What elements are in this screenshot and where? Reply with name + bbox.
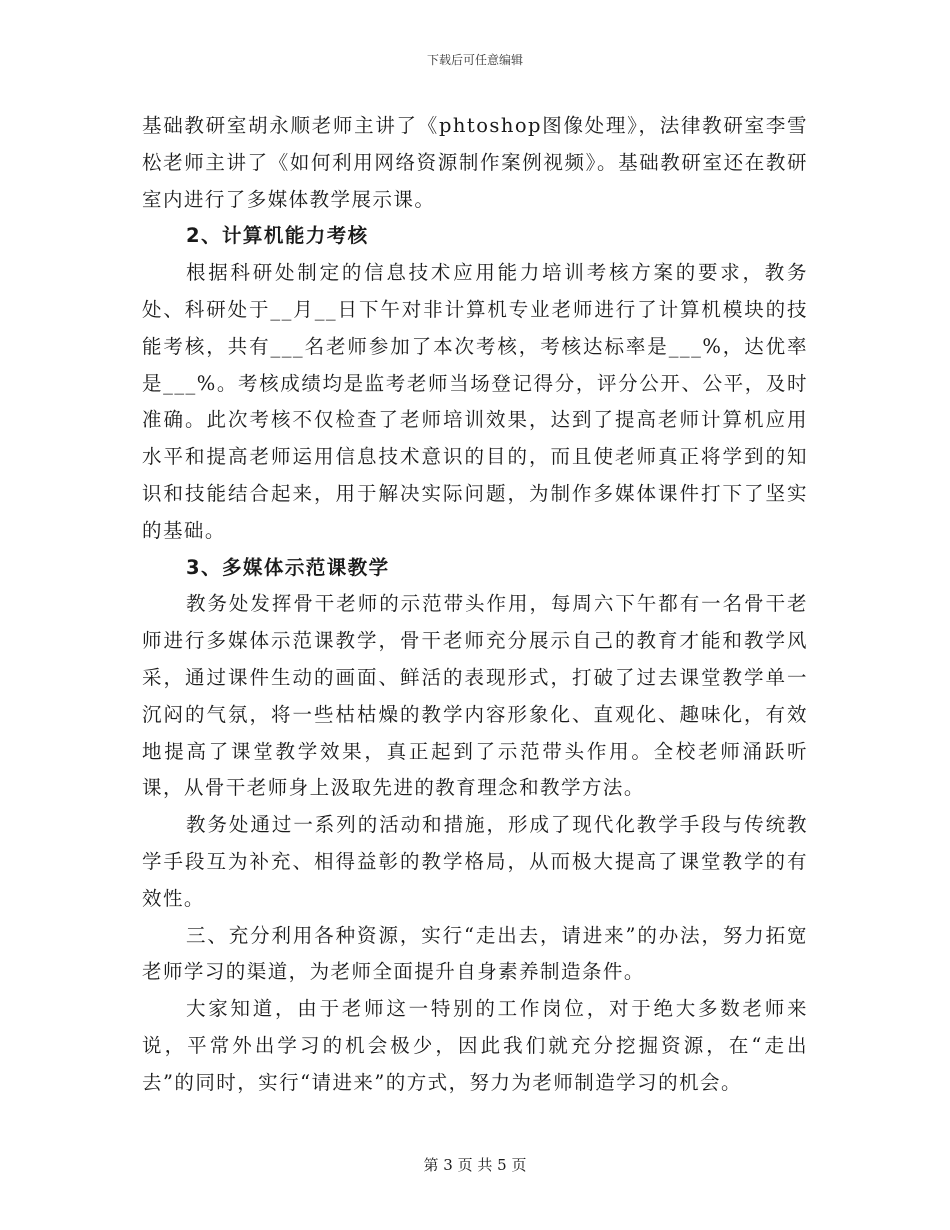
paragraph-1: 基础教研室胡永顺老师主讲了《phtoshop图像处理》，法律教研室李雪松老师主讲了《如何利用网络资源制作案例视频》。基础教研室还在教研室内进行了多媒体教学展示课。 <box>142 114 808 211</box>
section-heading-3: 3、多媒体示范课教学 <box>186 555 390 579</box>
paragraph-2: 根据科研处制定的信息技术应用能力培训考核方案的要求，教务处、科研处于__月__日下午对非计算机专业老师进行了计算机模块的技能考核，共有___名老师参加了本次考核，考核达标率是___%，达优率是___%。考核成绩均是监考老师当场登记得分，评分公开、公平，及时准确。此次考核不仅检查了老师培训效果，达到了提高老师计算机应用水平和提高老师运用信息技术意识的目的，而且使老师真正将学到的知识和技能结合起来，用于解决实际问题，为制作多媒体课件打下了坚实的基础。 <box>142 261 808 542</box>
page-header: 下载后可任意编辑 <box>426 53 523 67</box>
section-heading-2: 2、计算机能力考核 <box>186 224 369 248</box>
paragraph-4: 教务处通过一系列的活动和措施，形成了现代化教学手段与传统教学手段互为补充、相得益彰的教学格局，从而极大提高了课堂教学的有效性。 <box>142 813 808 910</box>
paragraph-3: 教务处发挥骨干老师的示范带头作用，每周六下午都有一名骨干老师进行多媒体示范课教学，骨干老师充分展示自己的教育才能和教学风采，通过课件生动的画面、鲜活的表现形式，打破了过去课堂教学单一沉闷的气氛，将一些枯枯燥的教学内容形象化、直观化、趣味化，有效地提高了课堂教学效果，真正起到了示范带头作用。全校老师涌跃听课，从骨干老师身上汲取先进的教育理念和教学方法。 <box>142 592 808 800</box>
page-number: 第 3 页 共 5 页 <box>423 1156 527 1174</box>
document-body <box>142 108 808 1102</box>
paragraph-6: 大家知道，由于老师这一特别的工作岗位，对于绝大多数老师来说，平常外出学习的机会极少，因此我们就充分挖掘资源，在“走出去”的同时，实行“请进来”的方式，努力为老师制造学习的机会。 <box>142 997 808 1094</box>
paragraph-5: 三、充分利用各种资源，实行“走出去，请进来”的办法，努力拓宽老师学习的渠道，为老师全面提升自身素养制造条件。 <box>142 923 808 984</box>
